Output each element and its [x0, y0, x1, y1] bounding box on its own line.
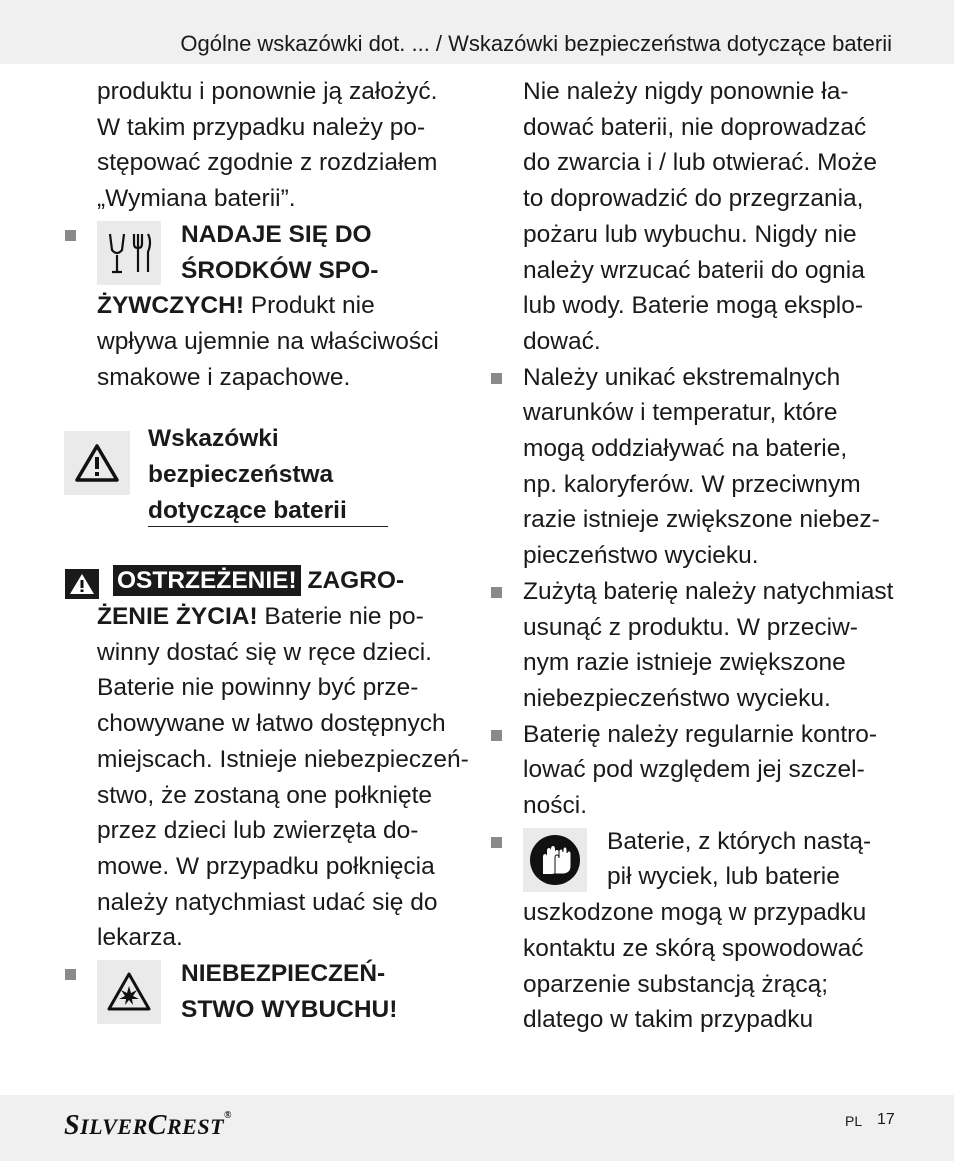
text-line: ności. — [523, 792, 588, 820]
food-safe-item — [97, 217, 469, 396]
text-line: nym razie istnieje zwiększone — [523, 649, 846, 677]
text-line: razie istnieje zwiększone niebez- — [523, 506, 880, 534]
explosion-hazard-icon — [97, 960, 161, 1024]
heading-underline — [148, 526, 388, 527]
section-heading — [97, 421, 469, 527]
text-line: Baterie, z których nastą- — [607, 827, 872, 855]
text-line: niebezpieczeństwo wycieku. — [523, 684, 831, 712]
text-line: mogą oddziaływać na baterie, — [523, 435, 848, 463]
text-line: kontaktu ze skórą spowodować — [523, 934, 864, 962]
list-item — [523, 574, 903, 717]
language-code: PL — [845, 1113, 863, 1129]
logo-letter: S — [64, 1110, 81, 1141]
text-line: W takim przypadku należy po- — [97, 113, 426, 141]
food-safe-title: ŻYWCZYCH! — [97, 292, 244, 320]
text-line: miejscach. Istnieje niebezpieczeń- — [97, 745, 469, 773]
text-line: uszkodzone mogą w przypadku — [523, 899, 867, 927]
text-line: lekarza. — [97, 924, 183, 952]
logo-letter: ILVER — [80, 1114, 148, 1139]
food-safe-title: NADAJE SIĘ DO — [181, 220, 372, 248]
section-title: bezpieczeństwa — [148, 461, 334, 489]
text-line: do zwarcia i / lub otwierać. Może — [523, 149, 878, 177]
list-item — [523, 360, 903, 574]
text-line: dlatego w takim przypadku — [523, 1006, 814, 1034]
warning-title: ZAGRO- — [300, 567, 405, 595]
text-line: chowywane w łatwo dostępnych — [97, 710, 446, 738]
text-line: Produkt nie — [243, 292, 375, 320]
text-line: pił wyciek, lub baterie — [607, 863, 840, 891]
recharge-paragraph — [523, 74, 903, 360]
section-title: Wskazówki — [148, 425, 279, 453]
text-line: Baterie nie po- — [257, 603, 424, 631]
right-column — [523, 74, 903, 1038]
text-line: warunków i temperatur, które — [523, 399, 838, 427]
warning-triangle-icon — [64, 431, 130, 495]
text-line: przez dzieci lub zwierzęta do- — [97, 817, 419, 845]
text-line: pieczeństwo wycieku. — [523, 542, 759, 570]
logo-letter: REST — [166, 1114, 225, 1139]
explosion-item — [97, 956, 469, 1027]
text-line: usunąć z produktu. W przeciw- — [523, 613, 858, 641]
text-line: oparzenie substancją żrącą; — [523, 970, 829, 998]
text-line: Baterię należy regularnie kontro- — [523, 720, 878, 748]
brand-logo — [64, 1110, 232, 1142]
list-item — [523, 717, 903, 824]
text-line: to doprowadzić do przegrzania, — [523, 185, 864, 213]
text-line: stępować zgodnie z rozdziałem — [97, 149, 438, 177]
protective-gloves-icon — [523, 828, 587, 892]
text-line: np. kaloryferów. W przeciwnym — [523, 470, 861, 498]
warning-block — [97, 563, 469, 956]
text-line: smakowe i zapachowe. — [97, 363, 351, 391]
continued-paragraph — [97, 74, 469, 217]
text-line: lub wody. Baterie mogą eksplo- — [523, 292, 863, 320]
bullet-marker — [491, 730, 502, 741]
text-line: należy wrzucać baterii do ognia — [523, 256, 865, 284]
food-safe-title: ŚRODKÓW SPO- — [181, 256, 379, 284]
text-line: produktu i ponownie ją założyć. — [97, 78, 438, 105]
text-line: wpływa ujemnie na właściwości — [97, 327, 439, 355]
text-line: Należy unikać ekstremalnych — [523, 363, 841, 391]
text-line: pożaru lub wybuchu. Nigdy nie — [523, 220, 857, 248]
text-line: lować pod względem jej szczel- — [523, 756, 865, 784]
logo-letter: C — [147, 1110, 167, 1141]
text-line: „Wymiana baterii”. — [97, 185, 296, 213]
warning-triangle-icon — [65, 569, 99, 599]
text-line: dować. — [523, 327, 601, 355]
bullet-marker — [491, 837, 502, 848]
header-title: Ogólne wskazówki dot. ... / Wskazówki bezpieczeństwa dotyczące baterii — [180, 31, 892, 56]
explosion-title: NIEBEZPIECZEŃ- — [181, 960, 386, 988]
explosion-title: STWO WYBUCHU! — [181, 995, 398, 1023]
section-title: dotyczące baterii — [148, 496, 347, 524]
text-line: Baterie nie powinny być prze- — [97, 674, 419, 702]
text-line: dować baterii, nie doprowadzać — [523, 113, 867, 141]
warning-label: OSTRZEŻENIE! — [113, 565, 301, 596]
warning-title: ŻENIE ŻYCIA! — [97, 603, 258, 631]
text-line: Zużytą baterię należy natychmiast — [523, 577, 894, 605]
text-line: mowe. W przypadku połknięcia — [97, 852, 435, 880]
bullet-marker — [491, 373, 502, 384]
text-line: stwo, że zostaną one połknięte — [97, 781, 433, 809]
bullet-marker — [65, 230, 76, 241]
left-column — [97, 74, 469, 1027]
food-safe-icon — [97, 221, 161, 285]
text-line: winny dostać się w ręce dzieci. — [97, 638, 432, 666]
gloves-item — [523, 824, 903, 1038]
text-line: należy natychmiast udać się do — [97, 888, 438, 916]
registered-mark: ® — [224, 1110, 232, 1121]
bullet-marker — [65, 969, 76, 980]
page-number: 17 — [877, 1111, 895, 1128]
text-line: Nie należy nigdy ponownie ła- — [523, 78, 849, 105]
bullet-marker — [491, 587, 502, 598]
